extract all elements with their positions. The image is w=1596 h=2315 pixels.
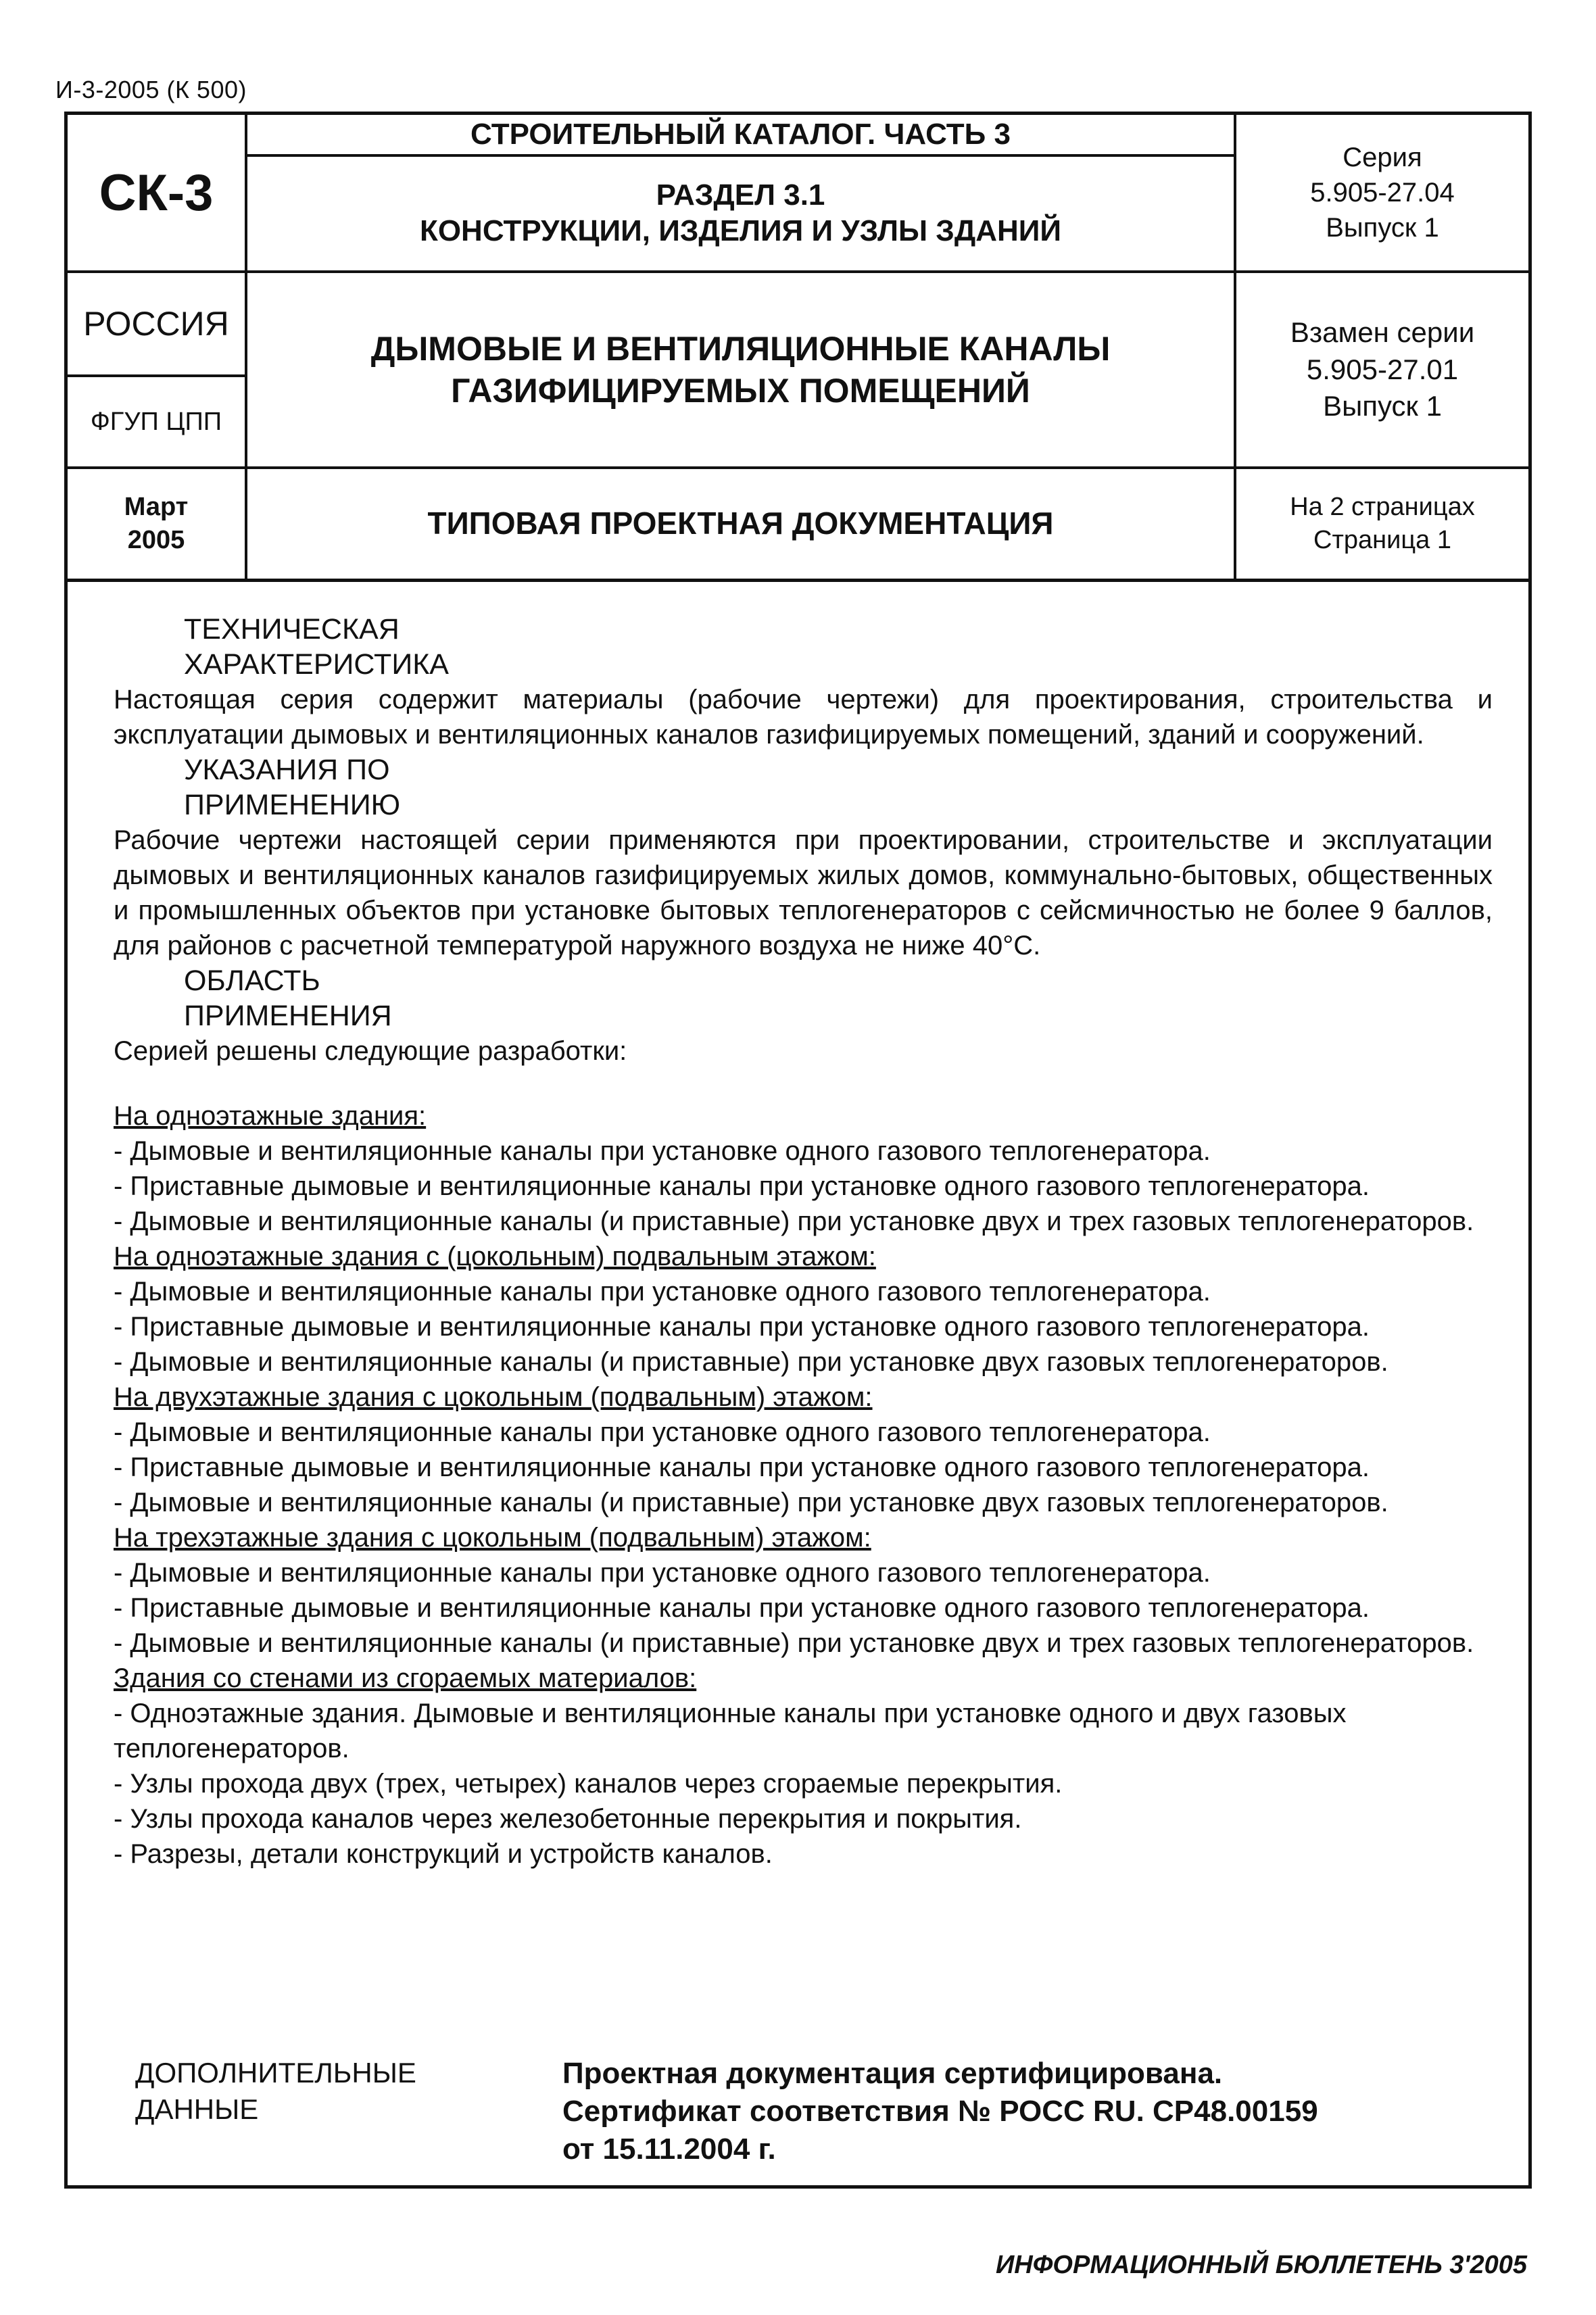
section-title [247, 157, 1234, 270]
certification-line-3: от 15.11.2004 г. [562, 2133, 776, 2166]
issue-month: Март [124, 492, 189, 521]
usage-heading-line-2: ПРИМЕНЕНИЮ [184, 789, 401, 821]
list-item: - Дымовые и вентиляционные каналы при установке одного газового теплогенератора. [114, 1558, 1211, 1588]
usage-heading [114, 752, 1493, 823]
catalog-title: СТРОИТЕЛЬНЫЙ КАТАЛОГ. ЧАСТЬ 3 [470, 117, 1011, 151]
document-title-line-1: ДЫМОВЫЕ И ВЕНТИЛЯЦИОННЫЕ КАНАЛЫ [370, 329, 1111, 368]
country-label: РОССИЯ [83, 305, 229, 343]
tech-heading-line-2: ХАРАКТЕРИСТИКА [184, 648, 449, 681]
certification-line-2: Сертификат соответствия № РОСС RU. СР48.00159 [562, 2095, 1318, 2128]
additional-label [135, 2055, 514, 2128]
list-item: - Дымовые и вентиляционные каналы при установке одного газового теплогенератора. [114, 1417, 1211, 1447]
list-item: - Дымовые и вентиляционные каналы (и приставные) при установке двух газовых теплогенераторов. [114, 1488, 1388, 1517]
group-2 [114, 1239, 1493, 1380]
list-item: - Приставные дымовые и вентиляционные каналы при установке одного газового теплогенератора. [114, 1453, 1370, 1482]
section-number: РАЗДЕЛ 3.1 [656, 178, 825, 212]
pages-block [1236, 469, 1528, 579]
bulletin-footer: ИНФОРМАЦИОННЫЙ БЮЛЛЕТЕНЬ 3'2005 [995, 2251, 1527, 2279]
list-item: - Приставные дымовые и вентиляционные каналы при установке одного газового теплогенератора. [114, 1171, 1370, 1201]
group-title: На одноэтажные здания с (цокольным) подвальным этажом: [114, 1242, 876, 1271]
usage-text: Рабочие чертежи настоящей серии применяются при проектировании, строительстве и эксплуатации дымовых и вентиляционных каналов газифицируемых жилых домов, коммунально-бытовых, общественных и промышленных объектов при установке бытовых теплогенераторов с сейсмичностью не более 9 баллов, для районов с расчетной температурой наружного воздуха не ниже 40°C. [114, 825, 1493, 960]
list-item: - Дымовые и вентиляционные каналы (и приставные) при установке двух и трех газовых теплогенераторов. [114, 1628, 1474, 1658]
section-name: КОНСТРУКЦИИ, ИЗДЕЛИЯ И УЗЛЫ ЗДАНИЙ [419, 214, 1062, 247]
document-title [247, 273, 1234, 466]
group-5 [114, 1661, 1493, 1872]
tech-heading [114, 612, 1493, 682]
main-content [114, 612, 1493, 1872]
tech-heading-line-1: ТЕХНИЧЕСКАЯ [184, 613, 400, 645]
list-item: - Узлы прохода каналов через железобетонные перекрытия и покрытия. [114, 1804, 1022, 1834]
replaces-block [1236, 273, 1528, 466]
catalog-code: СК-3 [99, 164, 214, 222]
certification-text [562, 2055, 1509, 2168]
additional-label-line-1: ДОПОЛНИТЕЛЬНЫЕ [135, 2057, 416, 2089]
list-item: - Одноэтажные здания. Дымовые и вентиляционные каналы при установке одного и двух газовых теплогенераторов. [114, 1699, 1347, 1763]
list-item: - Дымовые и вентиляционные каналы при установке одного газового теплогенератора. [114, 1136, 1211, 1166]
group-4 [114, 1520, 1493, 1661]
issue-year: 2005 [127, 526, 185, 554]
list-item: - Дымовые и вентиляционные каналы (и приставные) при установке двух и трех газовых теплогенераторов. [114, 1207, 1474, 1236]
tech-text: Настоящая серия содержит материалы (рабочие чертежи) для проектирования, строительства и эксплуатации дымовых и вентиляционных каналов газифицируемых помещений, зданий и сооружений. [114, 685, 1493, 750]
list-item: - Приставные дымовые и вентиляционные каналы при установке одного газового теплогенератора. [114, 1593, 1370, 1623]
usage-heading-line-1: УКАЗАНИЯ ПО [184, 754, 390, 786]
group-3 [114, 1380, 1493, 1520]
series-block [1236, 115, 1528, 270]
document-title-line-2: ГАЗИФИЦИРУЕМЫХ ПОМЕЩЕНИЙ [451, 372, 1030, 410]
group-title: На трехэтажные здания с цокольным (подвальным) этажом: [114, 1523, 871, 1553]
scope-heading-line-2: ПРИМЕНЕНИЯ [184, 1000, 392, 1032]
series-issue: Выпуск 1 [1326, 213, 1439, 243]
scope-heading [114, 963, 1493, 1033]
issue-date [68, 469, 245, 579]
list-item: - Разрезы, детали конструкций и устройств каналов. [114, 1839, 773, 1869]
replaces-issue: Выпуск 1 [1323, 390, 1442, 422]
list-item: - Дымовые и вентиляционные каналы (и приставные) при установке двух газовых теплогенераторов. [114, 1347, 1388, 1377]
pages-total: На 2 страницах [1290, 492, 1475, 521]
list-item: - Дымовые и вентиляционные каналы при установке одного газового теплогенератора. [114, 1277, 1211, 1307]
document-id: И-3-2005 (К 500) [55, 76, 247, 103]
document-type: ТИПОВАЯ ПРОЕКТНАЯ ДОКУМЕНТАЦИЯ [427, 506, 1054, 541]
replaces-label: Взамен серии [1290, 316, 1475, 349]
spacer [114, 1069, 1493, 1098]
list-item: - Приставные дымовые и вентиляционные каналы при установке одного газового теплогенератора. [114, 1312, 1370, 1342]
scope-text: Серией решены следующие разработки: [114, 1036, 627, 1066]
page-current: Страница 1 [1313, 526, 1451, 554]
group-title: На двухэтажные здания с цокольным (подвальным) этажом: [114, 1382, 873, 1412]
group-1 [114, 1098, 1493, 1239]
group-title: Здания со стенами из сгораемых материалов: [114, 1663, 697, 1693]
organization-label: ФГУП ЦПП [90, 407, 222, 436]
group-title: На одноэтажные здания: [114, 1101, 427, 1131]
additional-label-line-2: ДАННЫЕ [135, 2093, 259, 2125]
series-label: Серия [1343, 143, 1422, 172]
certification-line-1: Проектная документация сертифицирована. [562, 2057, 1223, 2090]
replaces-number: 5.905-27.01 [1306, 353, 1459, 385]
series-number: 5.905-27.04 [1310, 178, 1455, 208]
scope-heading-line-1: ОБЛАСТЬ [184, 965, 320, 997]
list-item: - Узлы прохода двух (трех, четырех) каналов через сгораемые перекрытия. [114, 1769, 1063, 1799]
header-table [64, 112, 1532, 582]
